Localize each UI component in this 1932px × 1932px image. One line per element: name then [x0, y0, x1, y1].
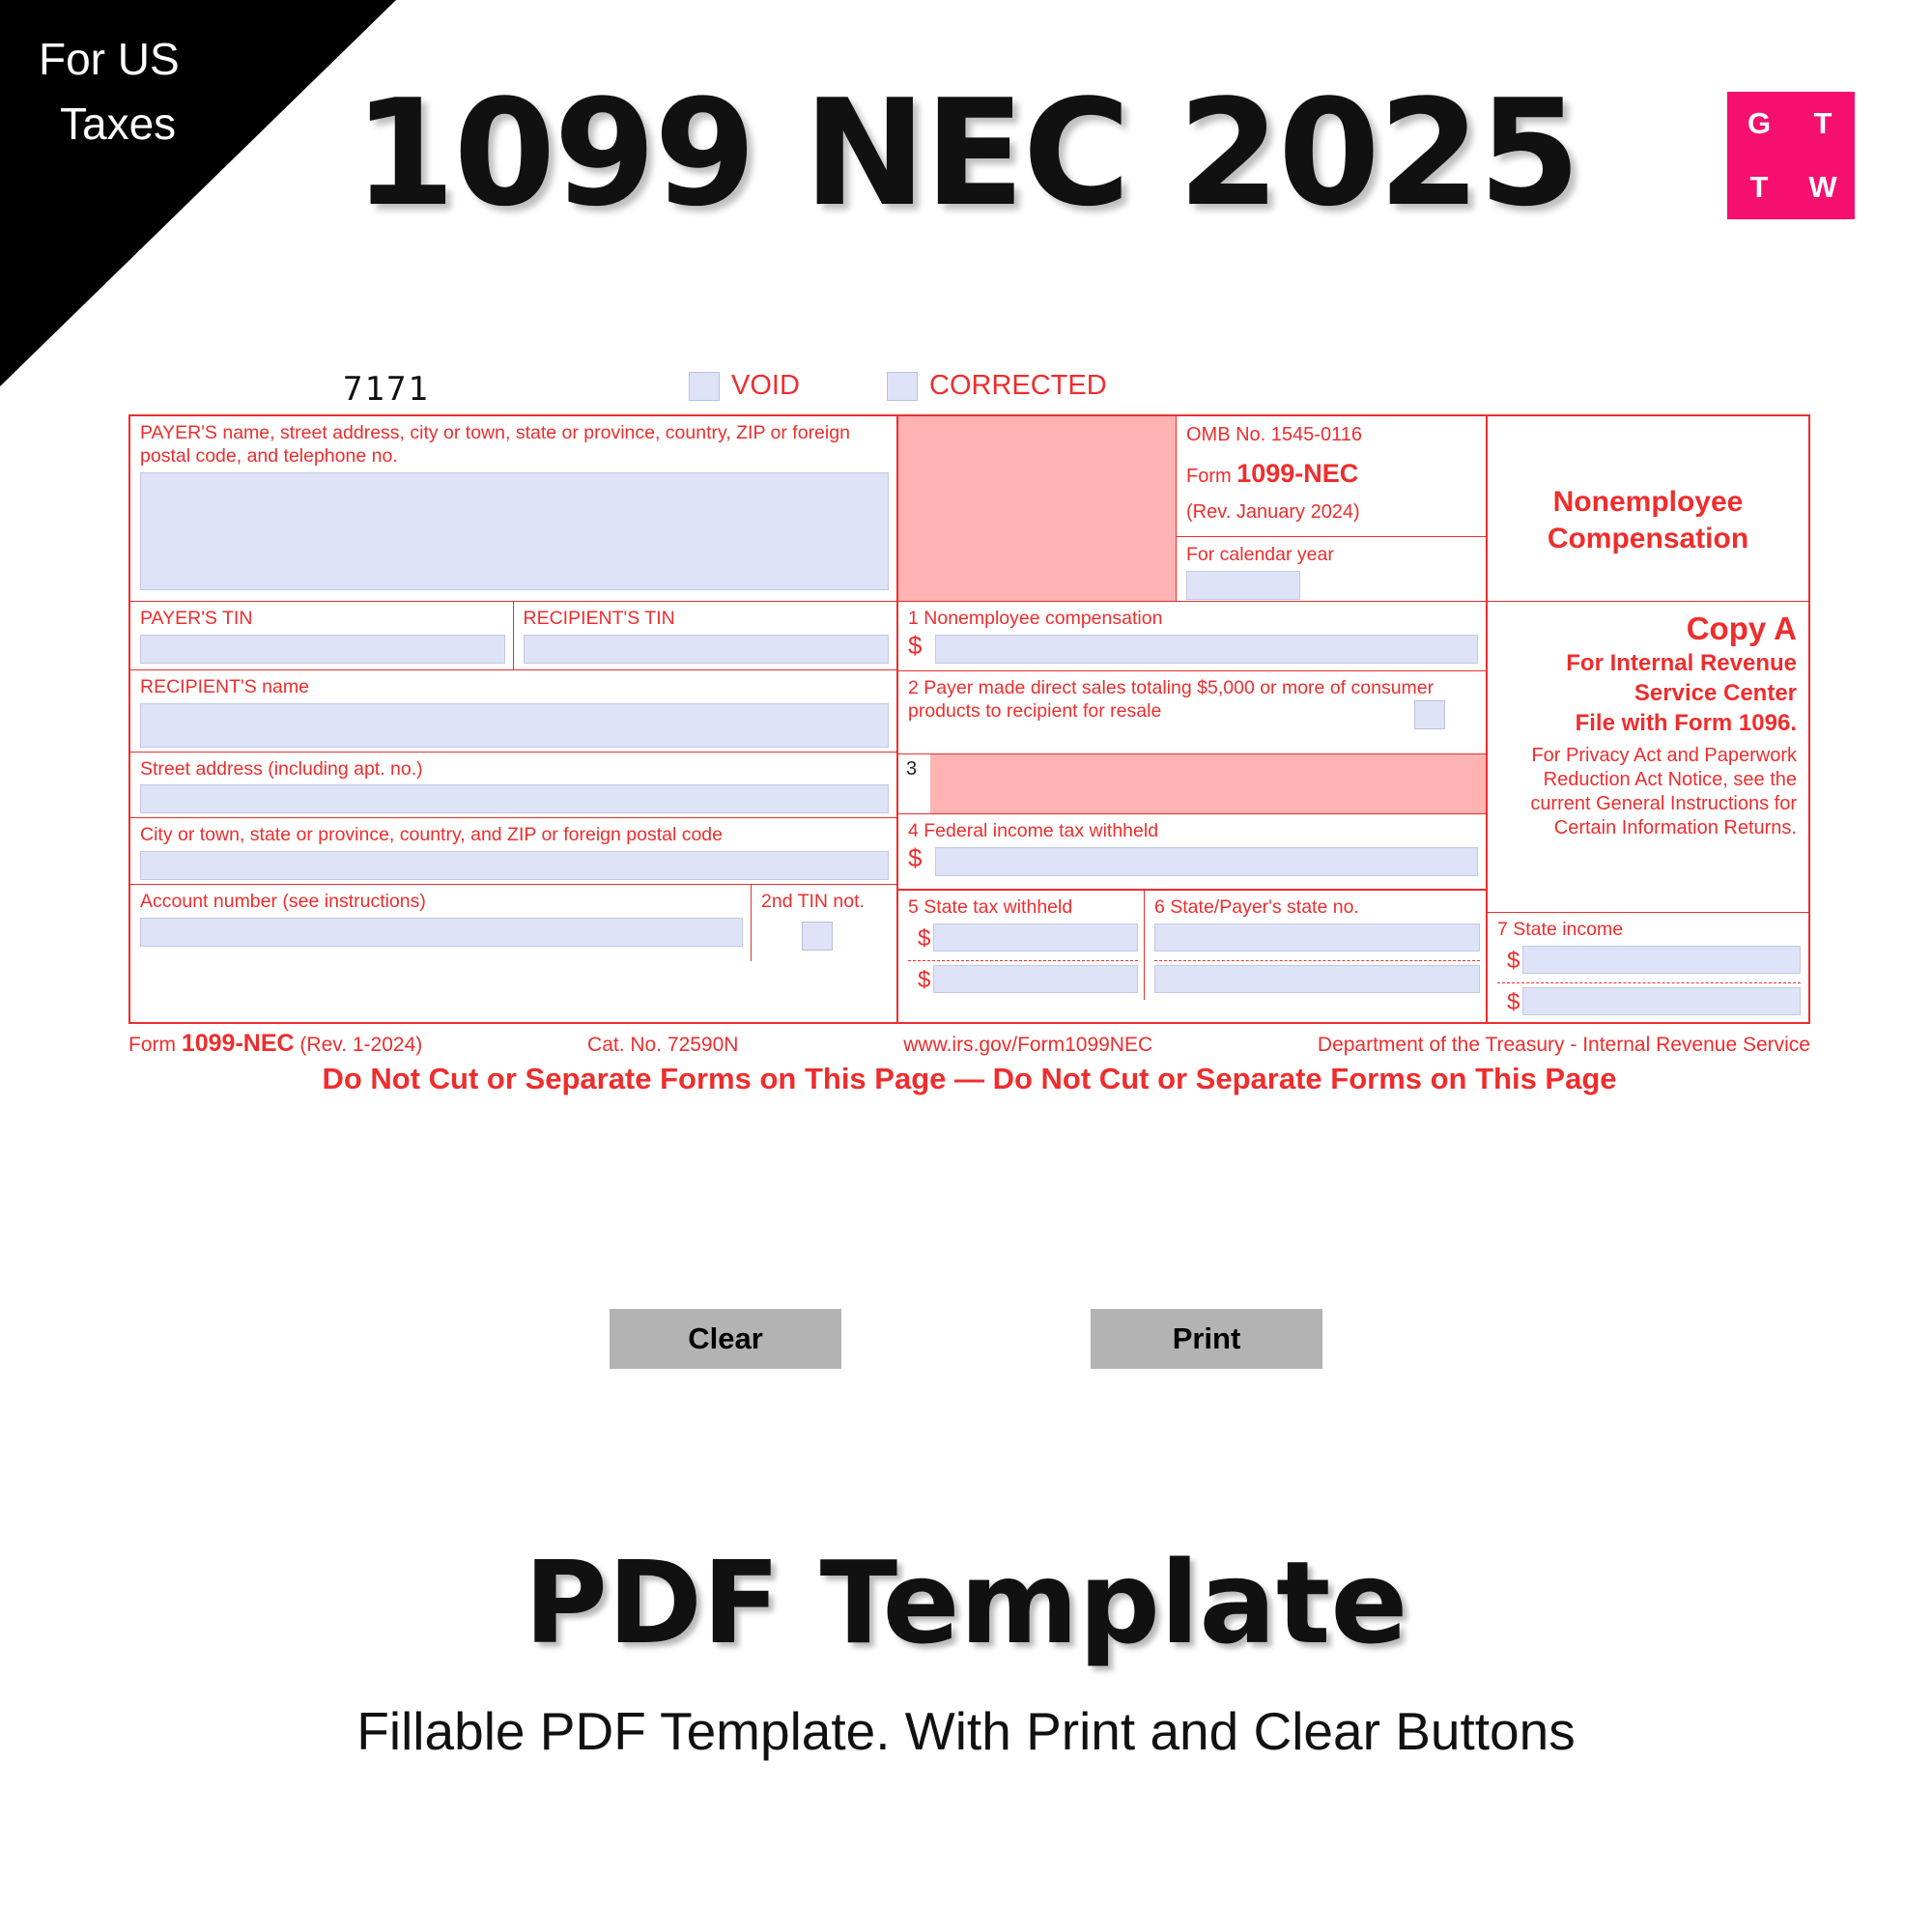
- account-number-label: Account number (see instructions): [140, 891, 426, 913]
- footer-form-word: Form: [128, 1033, 176, 1056]
- payer-tin-cell: [130, 602, 514, 669]
- payer-info-input[interactable]: [140, 472, 889, 590]
- form-left-column: [130, 416, 898, 1022]
- box7-dollar-sign-b: $: [1507, 988, 1520, 1015]
- box6-input-b[interactable]: [1154, 965, 1480, 993]
- payer-tin-label: PAYER'S TIN: [140, 608, 253, 629]
- form-designation: [1186, 459, 1476, 489]
- box1-input[interactable]: [935, 635, 1478, 664]
- box5-line-b: [908, 965, 1138, 1000]
- pink-filler-block: [898, 416, 1177, 601]
- box6-label: 6 State/Payer's state no.: [1154, 896, 1359, 918]
- corrected-label: CORRECTED: [929, 370, 1107, 401]
- calendar-year-input[interactable]: [1186, 571, 1300, 600]
- box6-line-b: [1154, 965, 1480, 1000]
- form-body: [128, 414, 1810, 1024]
- do-not-cut-notice: Do Not Cut or Separate Forms on This Page — Do Not Cut or Separate Forms on This Page: [322, 1061, 1617, 1095]
- form-header-cell: [898, 416, 1486, 602]
- box5-input-a[interactable]: [933, 923, 1138, 952]
- account-row: [130, 885, 896, 961]
- payer-tin-input[interactable]: [140, 635, 505, 664]
- city-state-zip-input[interactable]: [140, 851, 889, 880]
- box7-divider: [1497, 982, 1801, 983]
- footer-form-revision: (Rev. 1-2024): [299, 1033, 423, 1056]
- void-label: VOID: [731, 370, 800, 401]
- brand-letter-t2: T: [1749, 170, 1769, 204]
- second-tin-checkbox[interactable]: [802, 922, 833, 951]
- box4-input[interactable]: [935, 847, 1478, 876]
- box2-label: 2 Payer made direct sales totaling $5,000 or more of consumer products to recipient for resale: [908, 677, 1435, 722]
- box2-checkbox[interactable]: [1414, 700, 1445, 729]
- form-word: Form: [1186, 466, 1232, 487]
- box7-line-a: [1497, 946, 1801, 980]
- recipient-tin-label: RECIPIENT'S TIN: [523, 608, 675, 629]
- box7-label: 7 State income: [1497, 919, 1624, 940]
- corrected-checkbox[interactable]: [887, 372, 918, 401]
- form-middle-column: [898, 416, 1488, 1022]
- footer-url[interactable]: www.irs.gov/Form1099NEC: [903, 1033, 1153, 1056]
- ribbon-line-2: Taxes: [60, 98, 177, 149]
- box7-line-b: [1497, 987, 1801, 1022]
- box7-dollar-sign-a: $: [1507, 947, 1520, 974]
- box1-cell: [898, 602, 1486, 671]
- tin-row: [130, 602, 896, 670]
- box5-dollar-sign-a: $: [918, 924, 931, 952]
- copy-a-cell: [1488, 602, 1808, 913]
- page-title: 1099 NEC 2025: [353, 68, 1579, 239]
- box3-cell: [898, 754, 1486, 814]
- omb-number: OMB No. 1545-0116: [1186, 424, 1362, 445]
- void-checkbox[interactable]: [689, 372, 720, 401]
- box5-label: 5 State tax withheld: [908, 896, 1073, 918]
- print-button[interactable]: Print: [1091, 1309, 1322, 1369]
- calendar-year-block: [1177, 536, 1486, 600]
- street-address-label: Street address (including apt. no.): [140, 757, 423, 780]
- nonemployee-compensation-title: Nonemployee Compensation: [1547, 486, 1749, 554]
- form-footer: [128, 1024, 1810, 1058]
- account-number-cell: [130, 885, 752, 961]
- brand-letter-t1: T: [1813, 106, 1833, 140]
- box3-label: 3: [898, 754, 930, 813]
- nonemployee-comp-title-cell: [1488, 416, 1808, 602]
- payer-info-cell: [130, 416, 896, 602]
- ribbon-line-1: For US: [39, 34, 180, 84]
- copy-a-for: For Internal Revenue Service Center: [1566, 649, 1797, 706]
- state-row: [898, 890, 1486, 1000]
- form-top-line: [128, 372, 1814, 411]
- box6-line-a: [1154, 923, 1480, 958]
- omb-block: [1177, 416, 1486, 601]
- brand-letter-g: G: [1747, 106, 1772, 140]
- box6-divider: [1154, 960, 1480, 961]
- street-address-cell: [130, 753, 896, 819]
- city-state-zip-label: City or town, state or province, country, and ZIP or foreign postal code: [140, 824, 723, 846]
- city-state-zip-cell: [130, 818, 896, 885]
- recipient-name-cell: [130, 670, 896, 753]
- box7-input-b[interactable]: [1522, 987, 1801, 1015]
- corrected-checkbox-group[interactable]: [887, 370, 1107, 402]
- calendar-year-label: For calendar year: [1186, 544, 1334, 565]
- form-revision: (Rev. January 2024): [1186, 501, 1360, 523]
- form-right-column: [1488, 416, 1808, 1022]
- box1-dollar-sign: $: [908, 631, 923, 660]
- copy-a-privacy-notice: For Privacy Act and Paperwork Reduction Act Notice, see the current General Instructions for Certain Information Returns.: [1530, 745, 1797, 839]
- footer-form-designation: [128, 1030, 422, 1058]
- void-checkbox-group[interactable]: [689, 370, 800, 402]
- copy-a-file-with: File with Form 1096.: [1575, 709, 1797, 736]
- box5-input-b[interactable]: [933, 965, 1138, 993]
- pdf-template-subtitle: Fillable PDF Template. With Print and Clear Buttons: [356, 1701, 1576, 1761]
- second-tin-label: 2nd TIN not.: [761, 891, 865, 913]
- recipient-name-input[interactable]: [140, 703, 889, 748]
- account-number-input[interactable]: [140, 918, 743, 947]
- form-serial-number: 7171: [343, 370, 430, 409]
- recipient-tin-input[interactable]: [524, 635, 890, 664]
- corner-ribbon-text: [39, 27, 180, 156]
- brand-letter-w: W: [1808, 170, 1837, 204]
- box6-cell: [1145, 891, 1486, 1000]
- clear-button[interactable]: Clear: [610, 1309, 841, 1369]
- recipient-name-label: RECIPIENT'S name: [140, 675, 309, 697]
- footer-cat-no: Cat. No. 72590N: [587, 1033, 739, 1056]
- box4-dollar-sign: $: [908, 843, 923, 872]
- second-tin-cell: [752, 885, 896, 961]
- box6-input-a[interactable]: [1154, 923, 1480, 952]
- form-number: 1099-NEC: [1236, 459, 1359, 488]
- box1-label: 1 Nonemployee compensation: [908, 608, 1163, 629]
- irs-form-1099-nec: [128, 372, 1814, 1096]
- box4-label: 4 Federal income tax withheld: [908, 820, 1159, 841]
- box5-divider: [908, 960, 1138, 961]
- form-action-buttons: [0, 1309, 1932, 1369]
- box5-line-a: [908, 923, 1138, 958]
- footer-department: Department of the Treasury - Internal Revenue Service: [1317, 1033, 1810, 1056]
- box5-dollar-sign-b: $: [918, 966, 931, 993]
- box5-cell: [898, 891, 1145, 1000]
- copy-a-heading: Copy A: [1686, 611, 1797, 646]
- box4-cell: [898, 814, 1486, 890]
- box7-input-a[interactable]: [1522, 946, 1801, 974]
- pdf-template-title: PDF Template: [524, 1536, 1408, 1669]
- brand-logo: [1727, 92, 1855, 219]
- street-address-input[interactable]: [140, 784, 889, 813]
- box2-cell: [898, 671, 1486, 754]
- box7-cell: [1488, 913, 1806, 1022]
- footer-form-number: 1099-NEC: [181, 1029, 295, 1057]
- recipient-tin-cell: [514, 602, 897, 669]
- payer-info-label: PAYER'S name, street address, city or town, state or province, country, ZIP or foreign postal code, and telephone no.: [140, 422, 850, 467]
